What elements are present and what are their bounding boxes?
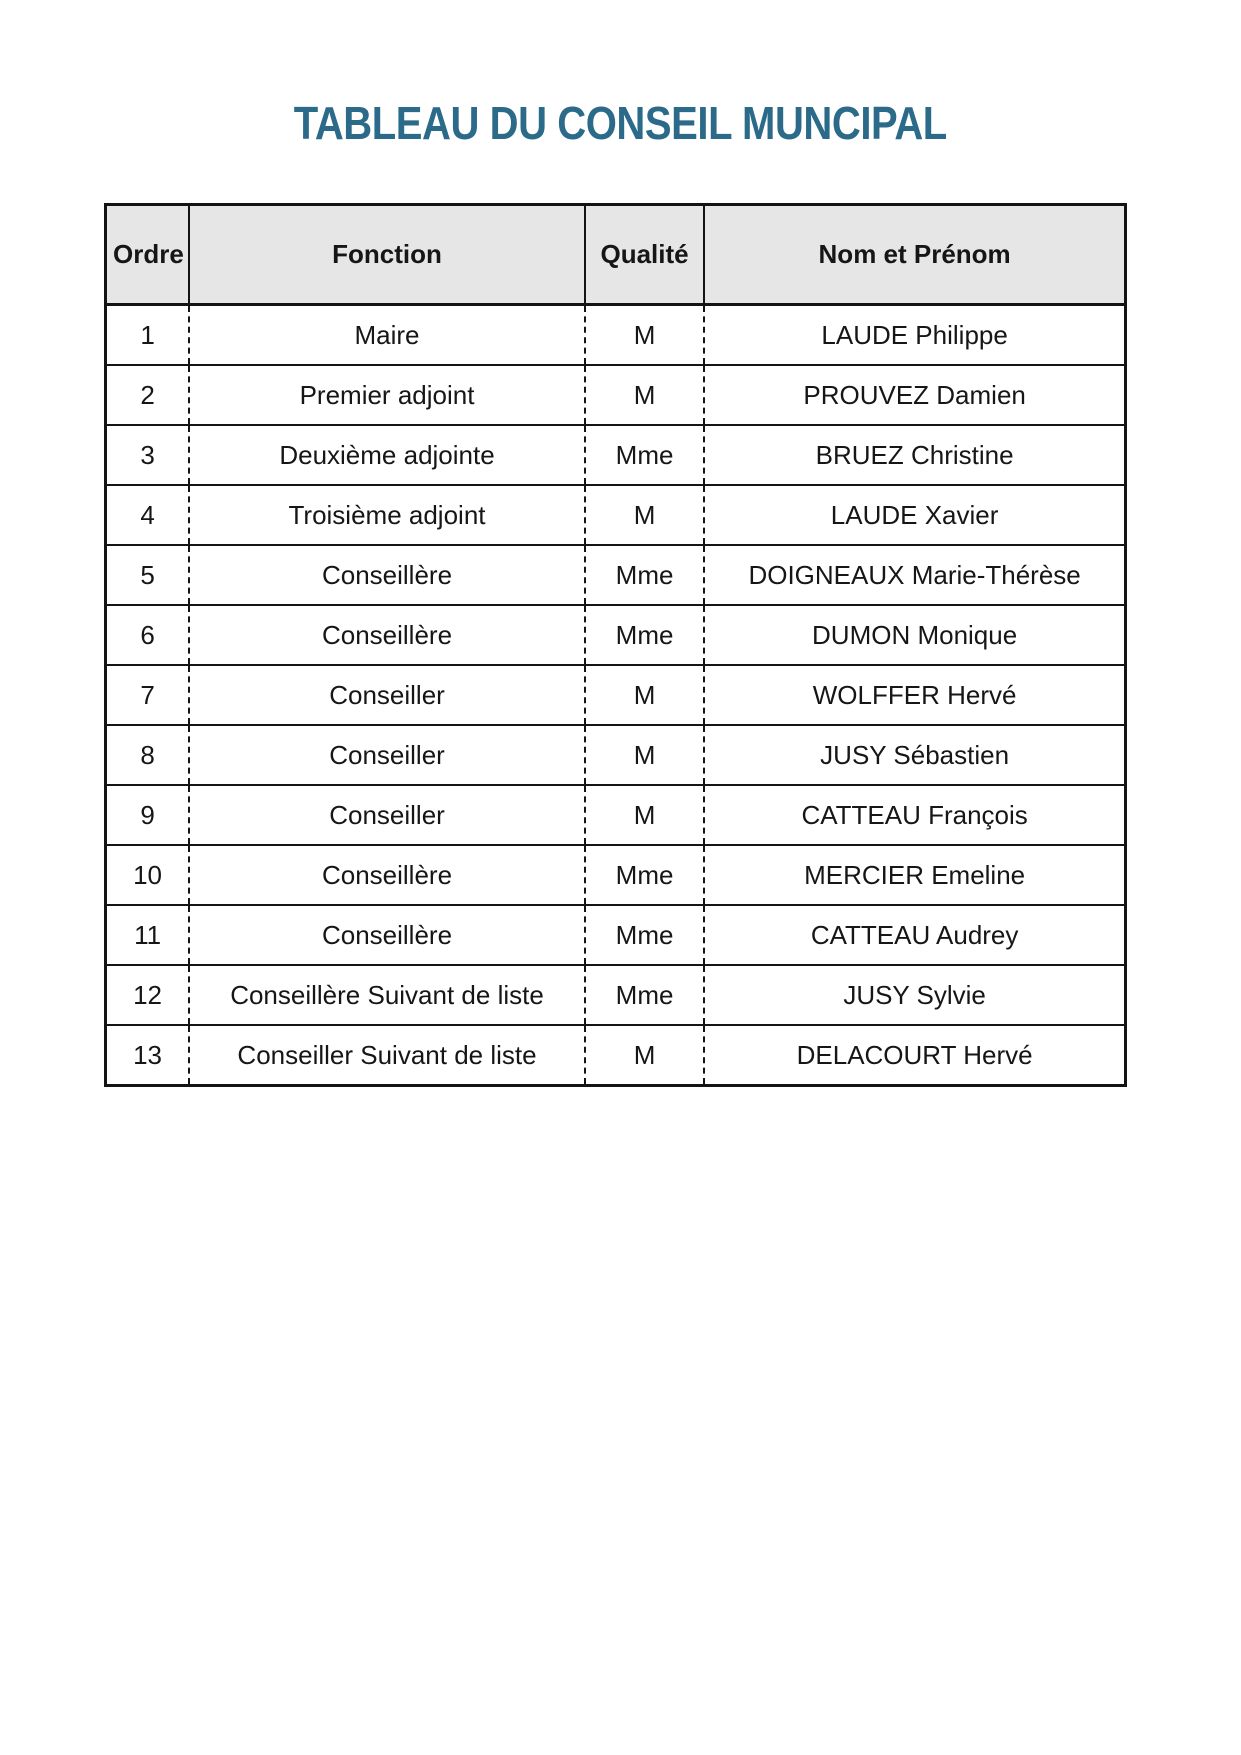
- cell-fonction: Conseillère: [189, 605, 585, 665]
- cell-qualite: Mme: [585, 545, 704, 605]
- cell-nom: DUMON Monique: [704, 605, 1125, 665]
- cell-nom: DOIGNEAUX Marie-Thérèse: [704, 545, 1125, 605]
- cell-qualite: M: [585, 485, 704, 545]
- table-row: [106, 485, 1126, 545]
- cell-ordre: 6: [106, 605, 190, 665]
- cell-qualite: M: [585, 665, 704, 725]
- cell-nom: CATTEAU François: [704, 785, 1125, 845]
- table-row: [106, 665, 1126, 725]
- cell-qualite: Mme: [585, 905, 704, 965]
- cell-ordre: 12: [106, 965, 190, 1025]
- cell-fonction: Conseillère: [189, 905, 585, 965]
- page-title-text: TABLEAU DU CONSEIL MUNCIPAL: [293, 97, 948, 149]
- header-row: [106, 205, 1126, 305]
- cell-qualite: M: [585, 1025, 704, 1086]
- cell-qualite: M: [585, 305, 704, 366]
- cell-nom: WOLFFER Hervé: [704, 665, 1125, 725]
- header-cell-qualite: Qualité: [585, 205, 704, 305]
- cell-nom: LAUDE Philippe: [704, 305, 1125, 366]
- cell-qualite: Mme: [585, 605, 704, 665]
- cell-nom: JUSY Sylvie: [704, 965, 1125, 1025]
- cell-qualite: Mme: [585, 845, 704, 905]
- cell-nom: MERCIER Emeline: [704, 845, 1125, 905]
- cell-qualite: M: [585, 725, 704, 785]
- header-cell-nom: Nom et Prénom: [704, 205, 1125, 305]
- cell-fonction: Conseiller Suivant de liste: [189, 1025, 585, 1086]
- table-row: [106, 1025, 1126, 1086]
- cell-ordre: 1: [106, 305, 190, 366]
- table-row: [106, 905, 1126, 965]
- table-row: [106, 785, 1126, 845]
- cell-fonction: Conseiller: [189, 665, 585, 725]
- cell-ordre: 7: [106, 665, 190, 725]
- page-title: [0, 97, 1241, 149]
- cell-ordre: 2: [106, 365, 190, 425]
- cell-qualite: Mme: [585, 965, 704, 1025]
- cell-nom: CATTEAU Audrey: [704, 905, 1125, 965]
- cell-ordre: 11: [106, 905, 190, 965]
- table-row: [106, 545, 1126, 605]
- cell-nom: DELACOURT Hervé: [704, 1025, 1125, 1086]
- cell-fonction: Conseillère Suivant de liste: [189, 965, 585, 1025]
- cell-fonction: Premier adjoint: [189, 365, 585, 425]
- table-header: [106, 205, 1126, 305]
- table-row: [106, 425, 1126, 485]
- cell-fonction: Conseillère: [189, 845, 585, 905]
- cell-ordre: 4: [106, 485, 190, 545]
- table-row: [106, 725, 1126, 785]
- table-row: [106, 845, 1126, 905]
- cell-qualite: Mme: [585, 425, 704, 485]
- table-row: [106, 965, 1126, 1025]
- cell-ordre: 8: [106, 725, 190, 785]
- cell-ordre: 13: [106, 1025, 190, 1086]
- table-body: [106, 305, 1126, 1086]
- council-table: [104, 203, 1127, 1087]
- cell-fonction: Deuxième adjointe: [189, 425, 585, 485]
- cell-qualite: M: [585, 785, 704, 845]
- cell-ordre: 9: [106, 785, 190, 845]
- table-row: [106, 305, 1126, 366]
- cell-nom: BRUEZ Christine: [704, 425, 1125, 485]
- cell-nom: PROUVEZ Damien: [704, 365, 1125, 425]
- table-row: [106, 605, 1126, 665]
- table-row: [106, 365, 1126, 425]
- cell-qualite: M: [585, 365, 704, 425]
- cell-ordre: 5: [106, 545, 190, 605]
- cell-fonction: Conseiller: [189, 785, 585, 845]
- cell-fonction: Troisième adjoint: [189, 485, 585, 545]
- cell-ordre: 3: [106, 425, 190, 485]
- cell-fonction: Conseillère: [189, 545, 585, 605]
- cell-fonction: Maire: [189, 305, 585, 366]
- cell-ordre: 10: [106, 845, 190, 905]
- cell-nom: LAUDE Xavier: [704, 485, 1125, 545]
- cell-fonction: Conseiller: [189, 725, 585, 785]
- header-cell-ordre: Ordre: [106, 205, 190, 305]
- header-cell-fonction: Fonction: [189, 205, 585, 305]
- cell-nom: JUSY Sébastien: [704, 725, 1125, 785]
